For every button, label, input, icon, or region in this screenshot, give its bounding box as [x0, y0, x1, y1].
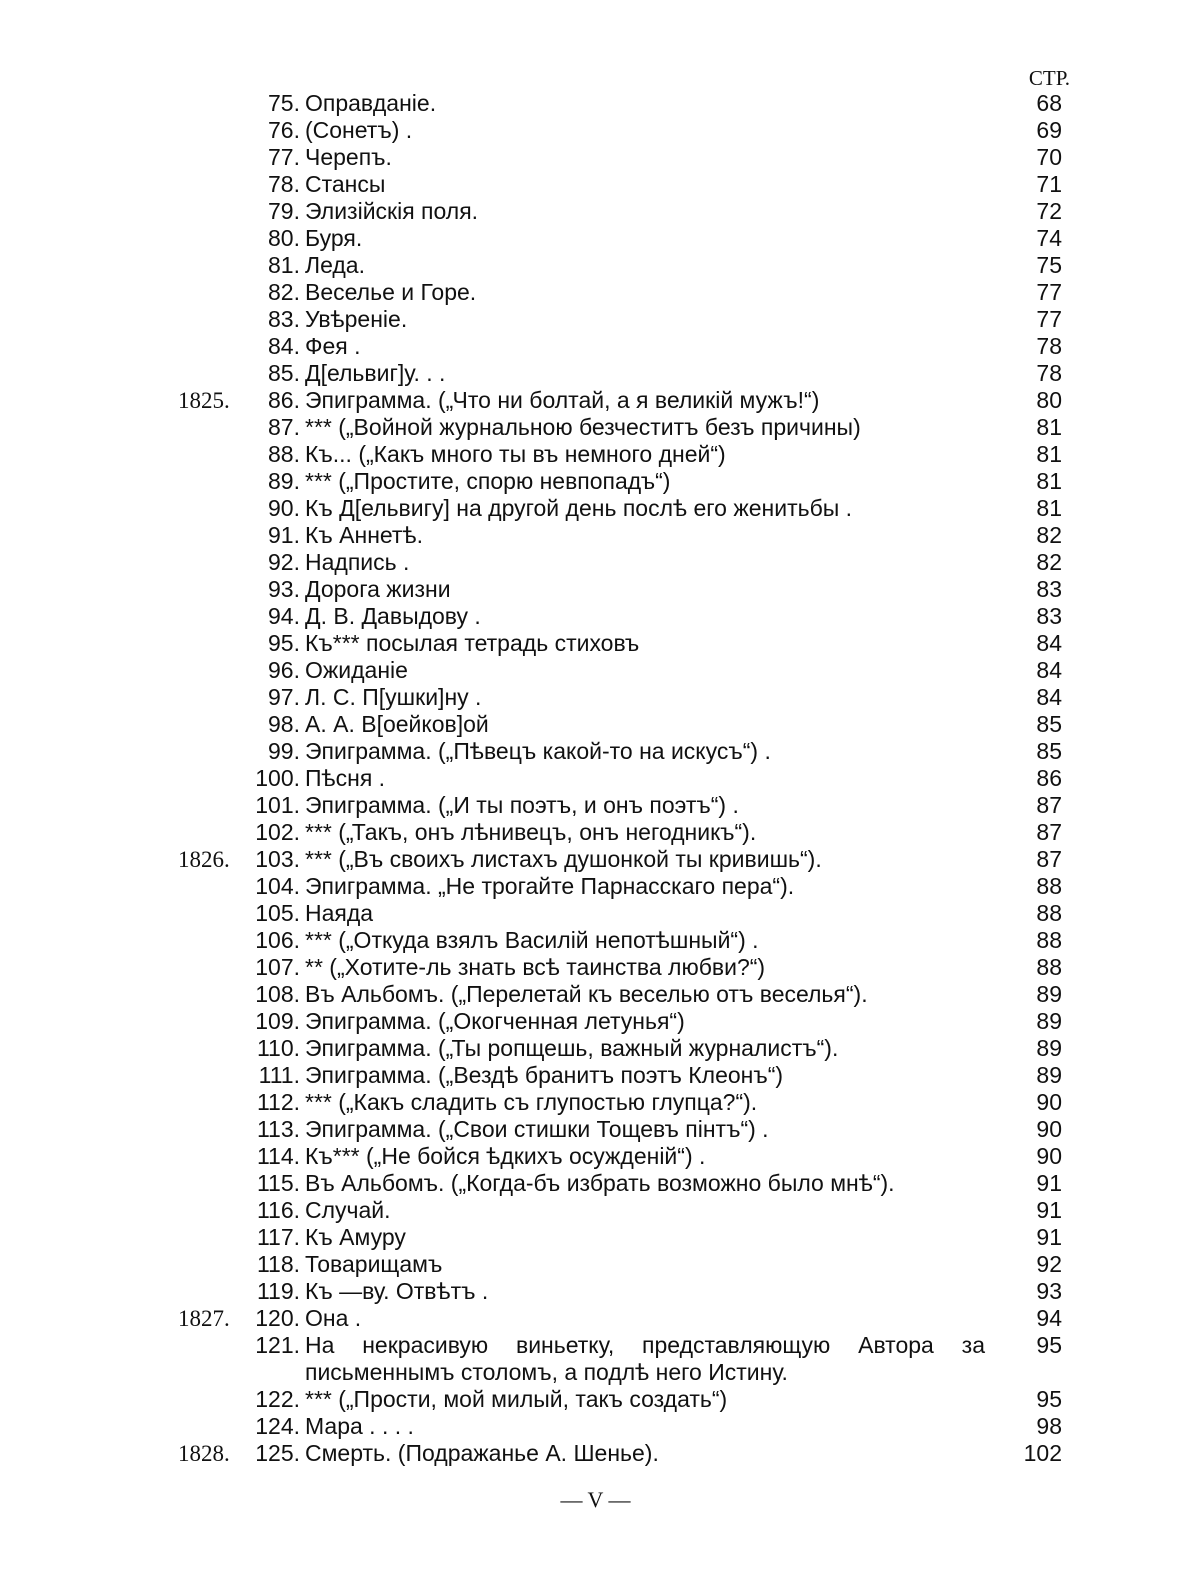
toc-title: Къ*** („Не бойся ѣдкихъ осужденій“) .: [305, 1143, 706, 1169]
toc-title: Элизійскія поля.: [305, 198, 479, 224]
toc-entry: [0, 1008, 1191, 1035]
toc-title: Смерть. (Подражанье А. Шенье).: [305, 1440, 659, 1466]
toc-number: 115.: [256, 1170, 300, 1196]
toc-title: Къ Аннетѣ.: [305, 522, 423, 548]
toc-entry: [0, 765, 1191, 792]
toc-title: Оправданіе.: [305, 90, 437, 116]
toc-number: 125.: [255, 1440, 300, 1466]
toc-number: 95.: [268, 630, 300, 656]
toc-number: 101.: [255, 792, 300, 818]
toc-title: *** („Войной журнальною безчеститъ безъ причины): [305, 414, 861, 440]
toc-entry: [0, 1278, 1191, 1305]
toc-number: 86.: [268, 387, 300, 413]
toc-entry: [0, 684, 1191, 711]
toc-page: 91: [1036, 1197, 1062, 1223]
toc-title: Къ Амуру: [305, 1224, 406, 1250]
toc-title: А. А. В[оейков]ой: [305, 711, 489, 737]
toc-number: 98.: [268, 711, 300, 737]
toc-title: Буря.: [305, 225, 363, 251]
toc-number: 78.: [268, 171, 300, 197]
toc-entry: [0, 1089, 1191, 1116]
toc-entry: [0, 225, 1191, 252]
toc-entry: [0, 1035, 1191, 1062]
toc-number: 89.: [268, 468, 300, 494]
toc-page: 90: [1036, 1116, 1062, 1142]
toc-entry: [0, 441, 1191, 468]
toc-number: 90.: [268, 495, 300, 521]
toc-page: 82: [1036, 549, 1062, 575]
toc-title: *** („Откуда взялъ Василій непотѣшный“) .: [305, 927, 759, 953]
toc-number: 104.: [255, 873, 300, 899]
toc-title: (Сонетъ) .: [305, 117, 413, 143]
toc-number: 111.: [258, 1062, 300, 1088]
toc-page: 83: [1036, 576, 1062, 602]
toc-entry: [0, 900, 1191, 927]
toc-number: 88.: [268, 441, 300, 467]
toc-entry: [0, 738, 1191, 765]
toc-number: 93.: [268, 576, 300, 602]
toc-number: 77.: [268, 144, 300, 170]
toc-page: 93: [1036, 1278, 1062, 1304]
toc-entry: [0, 387, 1191, 414]
toc-page: 78: [1036, 333, 1062, 359]
toc-page: 87: [1036, 792, 1062, 818]
toc-entry: [0, 1062, 1191, 1089]
toc-entry: [0, 603, 1191, 630]
toc-entry: [0, 171, 1191, 198]
toc-number: 105.: [255, 900, 300, 926]
toc-title: Эпиграмма. („Свои стишки Тощевъ пінтъ“) .: [305, 1116, 769, 1142]
toc-number: 76.: [268, 117, 300, 143]
toc-number: 120.: [255, 1305, 300, 1331]
toc-page: 85: [1036, 711, 1062, 737]
toc-title: *** („Такъ, онъ лѣнивецъ, онъ негодникъ“).: [305, 819, 757, 845]
toc-page: 86: [1036, 765, 1062, 791]
toc-entry: [0, 1332, 1191, 1386]
toc-entry: [0, 1143, 1191, 1170]
toc-page: 82: [1036, 522, 1062, 548]
toc-entry: [0, 1197, 1191, 1224]
toc-title: ** („Хотите-ль знать всѣ таинства любви?“): [305, 954, 766, 980]
toc-number: 121.: [255, 1332, 300, 1358]
toc-number: 106.: [255, 927, 300, 953]
toc-entry: [0, 873, 1191, 900]
toc-number: 96.: [268, 657, 300, 683]
toc-number: 109.: [255, 1008, 300, 1034]
toc-number: 102.: [255, 819, 300, 845]
toc-title: Эпиграмма. „Не трогайте Парнасскаго пера“).: [305, 873, 795, 899]
toc-year: 1827.: [178, 1306, 230, 1331]
toc-page: 69: [1036, 117, 1062, 143]
toc-entry: [0, 549, 1191, 576]
toc-page: 91: [1036, 1170, 1062, 1196]
toc-title: Эпиграмма. („Пѣвецъ какой-то на искусъ“) .: [305, 738, 771, 764]
toc-page: 83: [1036, 603, 1062, 629]
toc-number: 107.: [255, 954, 300, 980]
toc-page: 75: [1036, 252, 1062, 278]
toc-number: 112.: [256, 1089, 300, 1115]
toc-page: 90: [1036, 1089, 1062, 1115]
toc-year: 1825.: [178, 388, 230, 413]
toc-number: 108.: [255, 981, 300, 1007]
toc-entry: [0, 333, 1191, 360]
toc-title: Пѣсня .: [305, 765, 386, 791]
toc-number: 119.: [256, 1278, 300, 1304]
toc-number: 84.: [268, 333, 300, 359]
toc-title: Надпись .: [305, 549, 410, 575]
toc-page: 95: [1036, 1386, 1062, 1412]
toc-entry: [0, 1224, 1191, 1251]
toc-page: 70: [1036, 144, 1062, 170]
toc-entry: [0, 711, 1191, 738]
toc-page: 81: [1036, 495, 1062, 521]
toc-title: Эпиграмма. („Окогченная летунья“): [305, 1008, 685, 1034]
toc-number: 99.: [268, 738, 300, 764]
toc-number: 114.: [256, 1143, 300, 1169]
toc-number: 83.: [268, 306, 300, 332]
toc-title: Товарищамъ: [305, 1251, 443, 1277]
toc-entry: [0, 306, 1191, 333]
toc-entry: [0, 657, 1191, 684]
toc-title: Наяда: [305, 900, 374, 926]
toc-title: Она .: [305, 1305, 362, 1331]
toc-title: Эпиграмма. („Что ни болтай, а я великій мужъ!“): [305, 387, 820, 413]
toc-number: 91.: [268, 522, 300, 548]
toc-page: 90: [1036, 1143, 1062, 1169]
toc-title: Д[ельвиг]у. . .: [305, 360, 446, 386]
toc-entry: [0, 1170, 1191, 1197]
toc-entry: [0, 117, 1191, 144]
toc-title: Къ... („Какъ много ты въ немного дней“): [305, 441, 726, 467]
toc-title: Дорога жизни: [305, 576, 451, 602]
toc-page: 88: [1036, 927, 1062, 953]
toc-number: 110.: [256, 1035, 300, 1061]
toc-page: 87: [1036, 846, 1062, 872]
toc-entry: [0, 792, 1191, 819]
toc-entry: [0, 252, 1191, 279]
toc-page: 78: [1036, 360, 1062, 386]
toc-number: 94.: [268, 603, 300, 629]
toc-page: 89: [1036, 1062, 1062, 1088]
toc-page: 81: [1036, 414, 1062, 440]
toc-entry: [0, 1413, 1191, 1440]
toc-page: 77: [1036, 306, 1062, 332]
toc-entry: [0, 846, 1191, 873]
toc-number: 80.: [268, 225, 300, 251]
toc-number: 122.: [255, 1386, 300, 1412]
toc-entry: [0, 198, 1191, 225]
toc-entry: [0, 144, 1191, 171]
toc-entry: [0, 1116, 1191, 1143]
toc-entry: [0, 576, 1191, 603]
toc-page: 98: [1036, 1413, 1062, 1439]
toc-page: 74: [1036, 225, 1062, 251]
toc-title: Къ Д[ельвигу] на другой день послѣ его женитьбы .: [305, 495, 853, 521]
toc-page: 88: [1036, 873, 1062, 899]
toc-page: 84: [1036, 657, 1062, 683]
toc-title: Л. С. П[ушки]ну .: [305, 684, 482, 710]
toc-number: 92.: [268, 549, 300, 575]
toc-number: 113.: [256, 1116, 300, 1142]
toc-title: *** („Въ своихъ листахъ душонкой ты кривишь“).: [305, 846, 822, 872]
toc-title: Къ —ву. Отвѣтъ .: [305, 1278, 489, 1304]
toc-title: Эпиграмма. („Вездѣ бранитъ поэтъ Клеонъ“): [305, 1062, 784, 1088]
toc-page: 102: [1023, 1440, 1062, 1466]
toc-entry: [0, 360, 1191, 387]
toc-page: 89: [1036, 1008, 1062, 1034]
toc-title: Черепъ.: [305, 144, 392, 170]
toc-number: 82.: [268, 279, 300, 305]
toc-title: Въ Альбомъ. („Когда-бъ избрать возможно было мнѣ“).: [305, 1170, 895, 1196]
toc-entry: [0, 1386, 1191, 1413]
toc-title: Леда.: [305, 252, 365, 278]
toc-page: 72: [1036, 198, 1062, 224]
toc-entry: [0, 414, 1191, 441]
toc-number: 85.: [268, 360, 300, 386]
toc-number: 100.: [255, 765, 300, 791]
toc-title: Фея .: [305, 333, 361, 359]
toc-number: 87.: [268, 414, 300, 440]
toc-title: Въ Альбомъ. („Перелетай къ веселью отъ веселья“).: [305, 981, 868, 1007]
toc-page: 71: [1036, 171, 1062, 197]
toc-number: 81.: [268, 252, 300, 278]
toc-number: 124.: [255, 1413, 300, 1439]
toc-title: Эпиграмма. („И ты поэтъ, и онъ поэтъ“) .: [305, 792, 739, 818]
toc-number: 75.: [268, 90, 300, 116]
toc-year: 1826.: [178, 847, 230, 872]
toc-entry: [0, 954, 1191, 981]
toc-page: 84: [1036, 684, 1062, 710]
toc-page: 89: [1036, 981, 1062, 1007]
toc-title: *** („Какъ сладить съ глупостью глупца?“).: [305, 1089, 758, 1115]
toc-title: На некрасивую виньетку, представляющую Автора за письменнымъ столомъ, а подлѣ него Истину.: [305, 1332, 985, 1385]
toc-page: 68: [1036, 90, 1062, 116]
toc-page: 88: [1036, 954, 1062, 980]
toc-number: 103.: [255, 846, 300, 872]
toc-entry: [0, 927, 1191, 954]
toc-entry: [0, 522, 1191, 549]
toc-title: Увѣреніе.: [305, 306, 408, 332]
toc-entry: [0, 495, 1191, 522]
table-of-contents: [0, 90, 1191, 1467]
toc-title: *** („Прости, мой милый, такъ создать“): [305, 1386, 728, 1412]
toc-entry: [0, 90, 1191, 117]
toc-year: 1828.: [178, 1441, 230, 1466]
toc-page: 80: [1036, 387, 1062, 413]
toc-title: Къ*** посылая тетрадь стиховъ: [305, 630, 640, 656]
toc-page: 81: [1036, 441, 1062, 467]
toc-number: 79.: [268, 198, 300, 224]
toc-entry: [0, 468, 1191, 495]
toc-number: 117.: [256, 1224, 300, 1250]
toc-page: 89: [1036, 1035, 1062, 1061]
page-number-footer: — V —: [560, 1487, 631, 1512]
toc-entry: [0, 1440, 1191, 1467]
toc-page: 94: [1036, 1305, 1062, 1331]
toc-page: 92: [1036, 1251, 1062, 1277]
toc-page: 95: [1036, 1332, 1062, 1358]
toc-title: Случай.: [305, 1197, 391, 1223]
toc-title: Мара . . . .: [305, 1413, 414, 1439]
toc-page: 81: [1036, 468, 1062, 494]
toc-title: Веселье и Горе.: [305, 279, 477, 305]
toc-entry: [0, 630, 1191, 657]
toc-title: *** („Простите, спорю невпопадъ“): [305, 468, 671, 494]
toc-title: Д. В. Давыдову .: [305, 603, 481, 629]
toc-page: 91: [1036, 1224, 1062, 1250]
toc-page: 85: [1036, 738, 1062, 764]
toc-number: 118.: [256, 1251, 300, 1277]
toc-title: Ожиданіе: [305, 657, 408, 683]
toc-page: 88: [1036, 900, 1062, 926]
toc-entry: [0, 1305, 1191, 1332]
toc-entry: [0, 981, 1191, 1008]
toc-number: 97.: [268, 684, 300, 710]
toc-page: 77: [1036, 279, 1062, 305]
toc-page: 84: [1036, 630, 1062, 656]
toc-title: Стансы: [305, 171, 386, 197]
toc-entry: [0, 1251, 1191, 1278]
toc-title: Эпиграмма. („Ты ропщешь, важный журналистъ“).: [305, 1035, 839, 1061]
page-column-header: СТР.: [1028, 66, 1070, 90]
toc-page: 87: [1036, 819, 1062, 845]
toc-number: 116.: [256, 1197, 300, 1223]
toc-entry: [0, 819, 1191, 846]
toc-entry: [0, 279, 1191, 306]
